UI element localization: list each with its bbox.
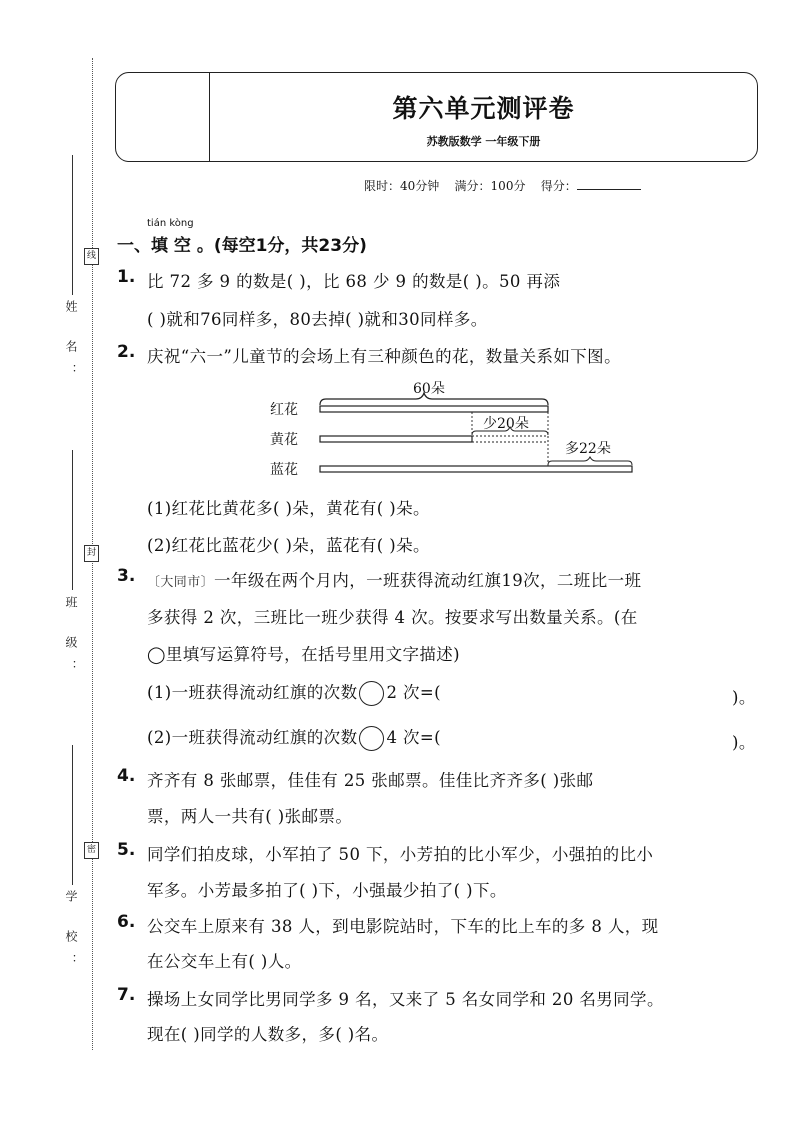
full-score: 满分：100分 [454, 179, 526, 193]
q2-number: 2. [117, 342, 136, 362]
class-write-line [72, 450, 73, 590]
q2-sub1: (1)红花比黄花多( )朵，黄花有( )朵。 [147, 499, 430, 518]
q3-source-tag: 〔大同市〕 [147, 575, 215, 590]
blue-flower-bar [320, 466, 632, 472]
q3-sub1-tail: 2 次=( [386, 683, 441, 702]
q3-sub2-text: (2)一班获得流动红旗的次数 [147, 728, 358, 747]
q2-sub2: (2)红花比蓝花少( )朵，蓝花有( )朵。 [147, 536, 430, 555]
q3-number: 3. [117, 566, 136, 586]
name-write-line [72, 155, 73, 295]
q3-line1 [147, 567, 641, 591]
school-label: 学 校： [64, 890, 78, 978]
section-title: 一、填 空 。(每空1分，共23分) [117, 236, 367, 256]
red-flower-bar [320, 406, 548, 412]
q5-line1: 同学们拍皮球，小军拍了 50 下，小芳拍的比小军少，小强拍的比小 [147, 845, 654, 864]
q3-sub2 [147, 724, 441, 751]
exam-subtitle: 苏教版数学 一年级下册 [426, 135, 541, 148]
q6-line1: 公交车上原来有 38 人，到电影院站时，下车的比上车的多 8 人，现 [147, 917, 659, 936]
q3-line2: 多获得 2 次，三班比一班少获得 4 次。按要求写出数量关系。(在 [147, 608, 638, 627]
operator-circle[interactable] [359, 726, 384, 751]
q3-line1-text: 一年级在两个月内，一班获得流动红旗19次，二班比一班 [214, 571, 642, 590]
q3-sub1 [147, 679, 441, 706]
yellow-flower-bar [320, 436, 472, 442]
exam-title: 第六单元测评卷 [392, 94, 575, 123]
diagram-blue-label: 蓝花 [270, 462, 298, 478]
school-write-line [72, 745, 73, 885]
time-limit: 限时：40分钟 [364, 179, 440, 193]
q1-number: 1. [117, 267, 136, 287]
q1-line1: 比 72 多 9 的数是( )，比 68 少 9 的数是( )。50 再添 [147, 272, 561, 291]
seal-line-mark: 线 [84, 248, 99, 265]
yellow-deficit-dotted [472, 436, 548, 442]
q6-number: 6. [117, 912, 136, 932]
q7-number: 7. [117, 985, 136, 1005]
q5-number: 5. [117, 840, 136, 860]
score-blank[interactable] [577, 179, 641, 190]
q6-line2: 在公交车上有( )人。 [147, 952, 302, 971]
diagram-less20-label: 少20朵 [483, 416, 529, 432]
class-label: 班 级： [64, 596, 78, 684]
diagram-60-label: 60朵 [413, 381, 445, 397]
operator-circle[interactable] [359, 681, 384, 706]
seal-seal-mark: 封 [84, 545, 99, 562]
q3-sub1-end: )。 [732, 688, 756, 707]
section-pinyin: tián kòng [147, 218, 194, 229]
diagram-more22-label: 多22朵 [565, 441, 611, 457]
q5-line2: 军多。小芳最多拍了( )下，小强最少拍了( )下。 [147, 881, 507, 900]
exam-header [115, 72, 758, 162]
flower-bar-diagram [300, 380, 660, 480]
q3-sub2-tail: 4 次=( [386, 728, 441, 747]
q1-line2: ( )就和76同样多，80去掉( )就和30同样多。 [147, 310, 488, 329]
q3-sub1-text: (1)一班获得流动红旗的次数 [147, 683, 358, 702]
q3-line3: ◯里填写运算符号，在括号里用文字描述) [147, 645, 461, 664]
score-label: 得分： [540, 179, 577, 193]
q2-line1: 庆祝“六一”儿童节的会场上有三种颜色的花，数量关系如下图。 [147, 347, 621, 366]
diagram-yellow-label: 黄花 [270, 432, 298, 448]
exam-info [364, 177, 641, 194]
q4-number: 4. [117, 766, 136, 786]
q7-line1: 操场上女同学比男同学多 9 名，又来了 5 名女同学和 20 名男同学。 [147, 990, 664, 1009]
q4-line2: 票，两人一共有( )张邮票。 [147, 807, 353, 826]
name-label: 姓 名： [64, 300, 78, 388]
q7-line2: 现在( )同学的人数多，多( )名。 [147, 1025, 389, 1044]
diagram-red-label: 红花 [270, 402, 298, 418]
q4-line1: 齐齐有 8 张邮票，佳佳有 25 张邮票。佳佳比齐齐多( )张邮 [147, 771, 594, 790]
seal-secret-mark: 密 [84, 842, 99, 859]
q3-sub2-end: )。 [732, 733, 756, 752]
